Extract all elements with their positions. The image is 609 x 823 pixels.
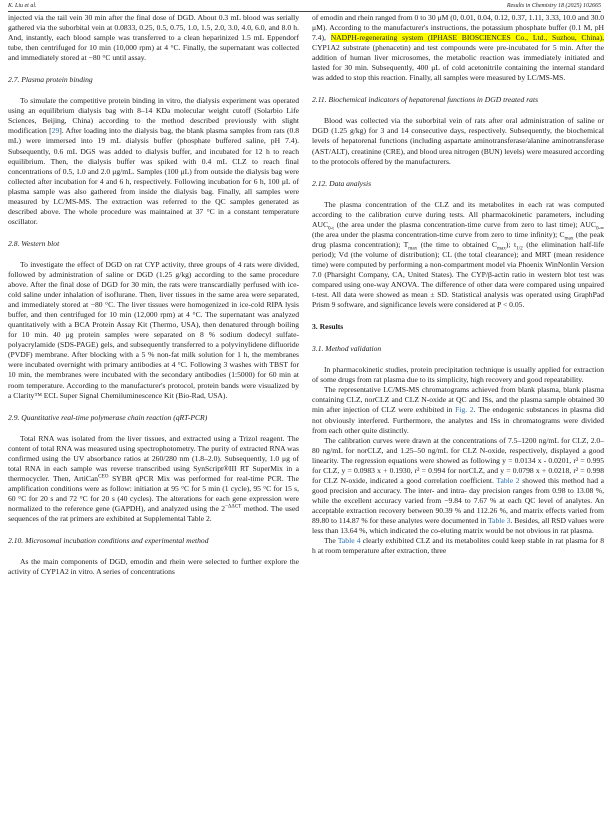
paragraph-data-analysis: The plasma concentration of the CLZ and its metabolites in each rat was computed according to the calibration curve during tests. All pharmacokinetic parameters, including $AUC_{0-t}$ (the area under the plasma concentration-time curve from zero to last time); $AUC_{0-\infty}$ (the area under the plasma concentration-time curve from zero to time infinity); $C_{max}$ (the peak drug plasma concentration); $T_{max}$ (the time to obtained $C_{max}$); $t_{1/2}$ (the elimination half-life period); Vd (the volume of distribution); CL (the total clearance); and MRT (mean residence time) were computed by performing a non-compartment model via Phoenix WinNonlin Version 7.0 (Pharsight Company, CA, United States). The CYP/β-actin ratio in western blot test was compared using one-way ANOVA. The difference of other data were compared using unpaired t-test. All data were showed as mean ± SD. Statistical analysis was operated using GraphPad Prism 9 software, and significance levels were considered at P < 0.05. bbox=[312, 199, 605, 310]
paragraph-protein-binding: To simulate the competitive protein binding in vitro, the dialysis experiment was operated using an equilibrium dialysis bag with 8–14 KDa molecular weight cutoff (Solarbio Life Sciences, Beijing, China) according to the method described previously with slight modification [29]. After loading into the dialysis bag, the blank plasma samples from rats (0.8 mL) were immersed into 19 mL dialysis buffer (phosphate buffered saline, pH 7.4). Subsequently, 0.6 mL DGS was added to dialysis buffer, and incubated for 12 h to reach equilibrium. Then, the dialysis buffer was spiked with 0.4 mL CLZ to reach final concentrations of 0.5, 1.0 and 2.0 μg/mL. Samples (100 μL) from outside the dialysis bag were collected after incubation for 4 and 6 h, respectively. Following incubation for 6 h, 100 μL of plasma sample was also gathered from inside the dialysis bag. Finally, all samples were measured by LC/MS-MS. The extraction was referred to the QC samples generated as described above. The whole procedure was maintained at 37 °C in a constant temperature oscillator. bbox=[8, 96, 299, 226]
running-header-journal: Results in Chemistry 18 (2025) 102665 bbox=[506, 3, 601, 9]
header-rule bbox=[8, 11, 601, 12]
section-heading-3-1: 3.1. Method validation bbox=[312, 344, 382, 354]
table-link-table2[interactable]: Table 2 bbox=[496, 475, 520, 485]
paragraph-calibration: The calibration curves were drawn at the concentrations of 7.5–1200 ng/mL for CLZ, 2.0–80 ng/mL for norCLZ, and 1.25–50 ng/mL for CLZ N-oxide, respectively, displayed a good linearity. The regression equations were showed as following y = 0.0134 x - 0.0201, r² = 0.995 for CLZ, y = 0.0983 x + 0.1930, r² = 0.994 for norCLZ, and y = 0.0798 x + 0.0218, r² = 0.998 for CLZ N-oxide, indicated a good correlation coefficient. Table 2 showed this method had a good precision and accuracy. The inter- and intra- day precision ranges from 0.98 to 13.08 %, while the excellent accuracy varied from −9.84 to 7.67 % at each QC level of analytes. An acceptable extraction recovery between 90.39 % and 112.26 %, and matrix effects varied from 89.80 to 114.87 % for these analytes were documented in Table 3. Besides, all RSD values were less than 13.64 %, which indicated the co-eluting matrix would be not obvious in rat plasma. bbox=[312, 435, 605, 536]
reference-link-29[interactable]: 29 bbox=[51, 126, 60, 136]
paragraph-stability: The Table 4 clearly exhibited CLZ and its metabolites could keep stable in rat plasma for 8 h at room temperature after extraction, three bbox=[312, 536, 604, 556]
table-link-table3[interactable]: Table 3 bbox=[488, 515, 511, 525]
paragraph-chromatograms: The representative LC/MS-MS chromatograms achieved from blank plasma, blank plasma containing CLZ, norCLZ and CLZ N-oxide at QC and ISs, and the plasma sample obtained 30 min after injection of CLZ were exhibited in Fig. 2. The endogenic substances in plasma did not obviously interfered. Furthermore, the analytes and ISs in chromatograms were divided from each other quite distinctly. bbox=[312, 385, 605, 435]
paragraph-method-intro: In pharmacokinetic studies, protein precipitation technique is usually applied for extraction of some drugs from rat plasma due to its simplicity, high recovery and good repeatability. bbox=[312, 365, 604, 385]
paragraph-qrt-pcr: Total RNA was isolated from the liver tissues, and extracted using a Trizol reagent. The content of total RNA was measured using spectrophotometry. The purity of extracted RNA was confirmed using the UV absorbance ratios at 260/280 nm (1.8–2.0). Subsequently, 1.0 μg of total RNA in each sample was reverse transcribed using SynScript®III RT SuperMix in a thermocycler. Then, ArtiCan$^{CEO}$ SYBR qPCR Mix was performed for real-time PCR. The amplification conditions were as follow: initiation at 95 °C for 5 min (1 cycle), 95 °C for 15 s, 60 °C for 20 s and 72 °C for 20 s (40 cycles). The alterations for each gene expression were normalized to the reference gene (GAPDH), and analyzed using the $2^{-\Delta\Delta CT}$ method. The used sequences of the rat primers are exhibited at Supplemental Table 2. bbox=[8, 433, 299, 524]
section-heading-2-11: 2.11. Biochemical indicators of hepatorenal functions in DGD treated rats bbox=[312, 95, 539, 105]
section-heading-2-9: 2.9. Quantitative real-time polymerase chain reaction (qRT-PCR) bbox=[8, 412, 208, 422]
section-heading-2-8: 2.8. Western blot bbox=[8, 238, 60, 248]
section-heading-2-10: 2.10. Microsomal incubation conditions and experimental method bbox=[8, 536, 209, 546]
paragraph-biochemical: Blood was collected via the suborbital vein of rats after oral administration of saline or DGD (1.25 g/kg) for 3 and 14 consecutive days, respectively. Subsequently, the biochemical levels of hepatorenal functions (including aspartate aminotransferase/alanine aminotransferase (AST/ALT), creatinine (CRE), and blood urea nitrogen (BUN) levels) were measured according to the protocols offered by the manufacturers. bbox=[312, 116, 604, 166]
paragraph-microsomal: As the main components of DGD, emodin and rhein were selected to further explore the activity of CYP1A2 in vitro. A series of concentrations bbox=[8, 557, 299, 577]
section-heading-2-7: 2.7. Plasma protein binding bbox=[8, 75, 93, 85]
table-link-table4[interactable]: Table 4 bbox=[337, 536, 361, 546]
section-heading-3: 3. Results bbox=[312, 322, 344, 332]
left-column bbox=[8, 13, 299, 577]
paragraph-western-blot: To investigate the effect of DGD on rat CYP activity, three groups of 4 rats were divided, followed by administration of saline or DGD (1.25 g/kg) according to the same procedure above. After the final dose of DGD for 30 min, the rats were transcardially perfused with ice-cold saline under inhalation of isoflurane. Then, liver tissues in the same area were separated, and immediately stored at −80 °C. The liver tissues were homogenized in ice-cold RIPA lysis buffer, and then centrifuged for 10 min (12,000 rpm) at 4 °C. The supernatant was analyzed quantitatively with a BCA Protein Assay Kit (Thermo, USA), then denatured through boiling for 10 min. 40 μg protein samples were separated on 8 % sodium dodecyl sulfate-polyacrylamide (SDS-PAGE) gels, and subsequently transferred to a polyvinylidene difluoride (PVDF) membrane. After blocking with a 5 % non-fat milk solution for 1 h, the membranes were incubated overnight with primary antibodies at 4 °C. Following 3 washes with TBST for 10 min, the membranes were incubated with the secondary antibodies (1:5000) for 60 min at room temperature. According to the manufacturer's protocol, protein bands were visualized by a Clarity™ ECL Super Signal Chemiluminescence Kit (Bio-Rad, USA). bbox=[8, 259, 299, 400]
paragraph-blood-sampling: injected via the tail vein 30 min after the final dose of DGD. About 0.3 mL blood was serially gathered via the suborbital vein at 0.0833, 0.25, 0.5, 0.75, 1.0, 1.5, 2.0, 3.0, 4.0, 6.0, and 8.0 h. And, instantly, each blood sample was transferred to a clean heparinized 1.5 mL Eppendorf tube, then centrifuged for 10 min (10,000 rpm) at 4 °C. Finally, the supernatant was collected and immediately stored at −80 °C until assay. bbox=[8, 13, 299, 63]
figure-link-fig2[interactable]: Fig. 2 bbox=[455, 405, 474, 415]
running-header-authors: K. Liu et al. bbox=[8, 3, 37, 9]
highlighted-text: NADPH-regenerating system (IPHASE BIOSCIENCES Co., Ltd., Suzhou, China), bbox=[330, 33, 604, 43]
paragraph-microsomal-cont: of emodin and rhein ranged from 0 to 30 μM (0, 0.01, 0.04, 0.12, 0.37, 1.11, 3.33, 10.0 and 30.0 μM). According to the manufacturer's instructions, the potassium phosphate buffer (0.1 M, pH 7.4), NADPH-regenerating system (IPHASE BIOSCIENCES Co., Ltd., Suzhou, China), CYP1A2 substrate (phenacetin) and test compounds were pre-incubated for 5 min. After the addition of human liver microsomes, the metabolic reaction was immediately initiated and lasted for 30 min. Subsequently, 400 μL of cold acetonitrile containing the internal standard was added to stop this reaction. Finally, all samples were measured by LC/MS-MS. bbox=[312, 13, 604, 83]
section-heading-2-12: 2.12. Data analysis bbox=[312, 178, 372, 188]
right-column bbox=[312, 13, 604, 556]
